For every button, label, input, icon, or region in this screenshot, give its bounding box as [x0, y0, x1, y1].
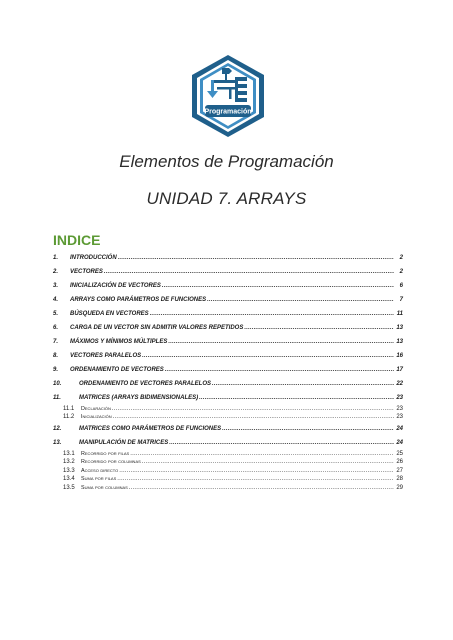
toc-entry[interactable]	[53, 484, 403, 493]
toc-entry-number: 13.3	[63, 467, 75, 474]
toc-leader-dots	[212, 381, 394, 388]
toc-entry-page: 27	[396, 467, 403, 474]
toc-entry-page: 6	[399, 282, 403, 289]
toc-entry-number: 10.	[53, 380, 62, 387]
toc-leader-dots	[119, 468, 394, 475]
toc-leader-dots	[165, 367, 394, 374]
toc-entry[interactable]	[53, 335, 403, 349]
toc-entry-label: Recorrido por filas	[81, 450, 130, 457]
toc-entry-number: 11.	[53, 394, 61, 401]
toc-entry[interactable]	[53, 307, 403, 321]
toc-entry-label: Suma por filas	[81, 476, 117, 483]
toc-entry[interactable]	[53, 377, 403, 391]
toc-entry-label: Suma por columnas	[81, 484, 128, 491]
toc-entry[interactable]	[53, 349, 403, 363]
toc-entry-label: VECTORES	[70, 268, 103, 275]
toc-entry-page: 28	[396, 476, 403, 483]
toc-entry-number: 5.	[53, 310, 59, 317]
toc-leader-dots	[222, 426, 394, 433]
toc-entry[interactable]	[53, 391, 403, 405]
toc-entry-label: MANIPULACIÓN DE MATRICES	[79, 439, 169, 446]
toc-entry-number: 9.	[53, 366, 59, 373]
toc-entry-page: 22	[396, 380, 403, 387]
toc-leader-dots	[150, 311, 394, 318]
toc-leader-dots	[112, 406, 394, 413]
toc-entry-number: 13.2	[63, 459, 75, 466]
toc-entry-page: 17	[396, 366, 403, 373]
toc-entry-page: 16	[396, 352, 403, 359]
toc-entry-number: 3.	[53, 282, 59, 289]
toc-entry[interactable]	[53, 265, 403, 279]
toc-entry[interactable]	[53, 476, 403, 485]
toc-entry-number: 12.	[53, 425, 62, 432]
toc-entry[interactable]	[53, 293, 403, 307]
toc-entry-page: 24	[396, 425, 403, 432]
toc-leader-dots	[113, 414, 394, 421]
toc-leader-dots	[104, 269, 394, 276]
toc-entry-page: 23	[396, 414, 403, 421]
toc-entry-label: Inicialización	[81, 414, 112, 421]
toc-entry[interactable]	[53, 363, 403, 377]
toc-entry-number: 13.5	[63, 484, 75, 491]
toc-leader-dots	[162, 283, 394, 290]
toc-entry[interactable]	[53, 414, 403, 423]
document-title: Elementos de Programación	[119, 152, 334, 171]
toc-entry-label: ARRAYS COMO PARÁMETROS DE FUNCIONES	[70, 296, 207, 303]
toc-entry-page: 13	[396, 338, 403, 345]
document-subtitle: UNIDAD 7. ARRAYS	[146, 189, 307, 208]
logo-text: Programación	[204, 108, 252, 116]
toc-entry-number: 4.	[53, 296, 59, 303]
toc-heading: INDICE	[53, 232, 101, 248]
toc-entry-label: Recorrido por columnas	[81, 459, 141, 466]
toc-entry-label: ORDENAMIENTO DE VECTORES PARALELOS	[79, 380, 212, 387]
toc-entry-number: 13.	[53, 439, 62, 446]
toc-entry-page: 26	[396, 459, 403, 466]
toc-leader-dots	[118, 255, 394, 262]
toc-entry-page: 25	[396, 450, 403, 457]
toc-leader-dots	[117, 476, 394, 483]
toc-entry-label: BÚSQUEDA EN VECTORES	[70, 310, 149, 317]
toc-leader-dots	[244, 325, 394, 332]
toc-entry-label: INTRODUCCIÓN	[70, 254, 117, 261]
toc-leader-dots	[168, 339, 394, 346]
toc-entry-page: 11	[396, 310, 403, 317]
toc-entry-label: Acceso directo	[81, 467, 119, 474]
toc-leader-dots	[142, 353, 394, 360]
toc-entry-number: 6.	[53, 324, 59, 331]
toc-entry[interactable]	[53, 279, 403, 293]
toc-entry-label: ORDENAMIENTO DE VECTORES	[70, 366, 164, 373]
toc-leader-dots	[130, 451, 394, 458]
toc-entry-number: 11.1	[63, 405, 75, 412]
toc-entry-label: INICIALIZACIÓN DE VECTORES	[70, 282, 161, 289]
toc-leader-dots	[142, 459, 394, 466]
toc-entry-number: 8.	[53, 352, 59, 359]
toc-entry-label: Declaración	[81, 405, 111, 412]
toc-entry-page: 2	[399, 268, 403, 275]
toc-entry-number: 11.2	[63, 414, 75, 421]
toc-leader-dots	[169, 440, 394, 447]
toc-entry-label: VECTORES PARALELOS	[70, 352, 142, 359]
toc-entry-label: MATRICES (ARRAYS BIDIMENSIONALES)	[79, 394, 199, 401]
toc-entry-page: 13	[396, 324, 403, 331]
toc-entry[interactable]	[53, 467, 403, 476]
toc-entry-number: 13.1	[63, 450, 75, 457]
toc-entry-page: 7	[399, 296, 403, 303]
toc-entry[interactable]	[53, 321, 403, 335]
toc-entry-number: 2.	[53, 268, 59, 275]
toc-entry-number: 1.	[53, 254, 59, 261]
toc-entry[interactable]	[53, 405, 403, 414]
toc-entry-label: MATRICES COMO PARÁMETROS DE FUNCIONES	[79, 425, 222, 432]
programacion-logo	[189, 53, 267, 139]
toc-entry-page: 23	[396, 394, 403, 401]
toc-entry-page: 24	[396, 439, 403, 446]
toc-entry-page: 23	[396, 405, 403, 412]
toc-entry-number: 13.4	[63, 476, 75, 483]
toc-entry-label: MÁXIMOS Y MÍNIMOS MÚLTIPLES	[70, 338, 168, 345]
toc-entry[interactable]	[53, 422, 403, 436]
toc-entry[interactable]	[53, 450, 403, 459]
toc-leader-dots	[207, 297, 394, 304]
toc-leader-dots	[199, 395, 394, 402]
toc-entry[interactable]	[53, 459, 403, 468]
toc-entry[interactable]	[53, 251, 403, 265]
toc-entry-number: 7.	[53, 338, 59, 345]
toc-leader-dots	[129, 485, 394, 492]
table-of-contents	[53, 251, 403, 493]
toc-entry-page: 2	[399, 254, 403, 261]
toc-entry-label: CARGA DE UN VECTOR SIN ADMITIR VALORES REPETIDOS	[70, 324, 244, 331]
toc-entry-page: 29	[396, 484, 403, 491]
toc-entry[interactable]	[53, 436, 403, 450]
